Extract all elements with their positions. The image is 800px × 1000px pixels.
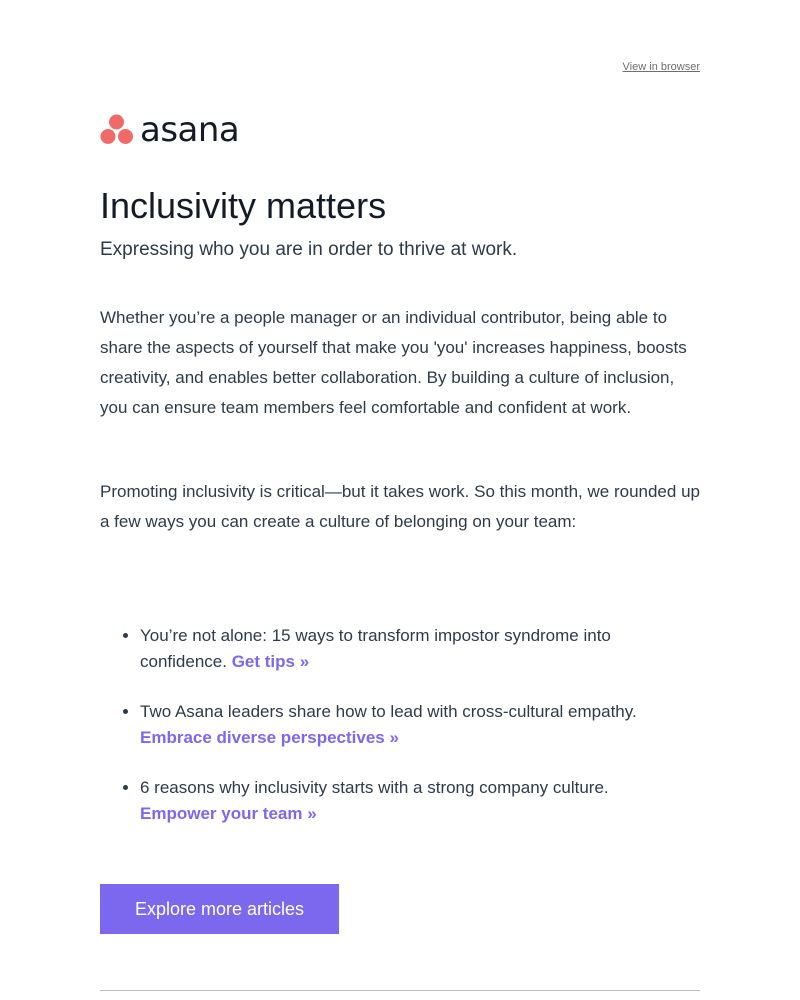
page-subtitle: Expressing who you are in order to thrive at work. <box>100 239 518 260</box>
page-title: Inclusivity matters <box>100 185 387 226</box>
footer-divider <box>100 990 700 991</box>
get-tips-link[interactable]: Get tips » <box>231 652 310 671</box>
asana-dots-icon <box>100 114 134 146</box>
promo-paragraph: Promoting inclusivity is critical—but it takes work. So this month, we rounded up a few ways you can create a culture of belonging on your team: <box>100 482 700 531</box>
view-in-browser-link[interactable]: View in browser <box>622 61 700 73</box>
article-description: You’re not alone: 15 ways to transform impostor syndrome into confidence. <box>140 626 611 671</box>
article-list-item <box>140 699 700 751</box>
article-description: 6 reasons why inclusivity starts with a strong company culture. <box>140 778 609 797</box>
explore-more-articles-button[interactable]: Explore more articles <box>100 884 339 934</box>
asana-wordmark: asana <box>140 110 240 150</box>
article-list-item <box>140 775 700 827</box>
empower-your-team-link[interactable]: Empower your team » <box>140 804 317 823</box>
article-list-item <box>140 623 700 675</box>
intro-paragraph: Whether you’re a people manager or an individual contributor, being able to share the aspects of yourself that make you 'you' increases happiness, boosts creativity, and enables better collaboration. By building a culture of inclusion, you can ensure team members feel comfortable and confident at work. <box>100 308 687 417</box>
article-description: Two Asana leaders share how to lead with cross-cultural empathy. <box>140 702 637 721</box>
embrace-diverse-perspectives-link[interactable]: Embrace diverse perspectives » <box>140 728 399 747</box>
asana-logo[interactable] <box>100 112 239 148</box>
article-list <box>100 623 700 851</box>
